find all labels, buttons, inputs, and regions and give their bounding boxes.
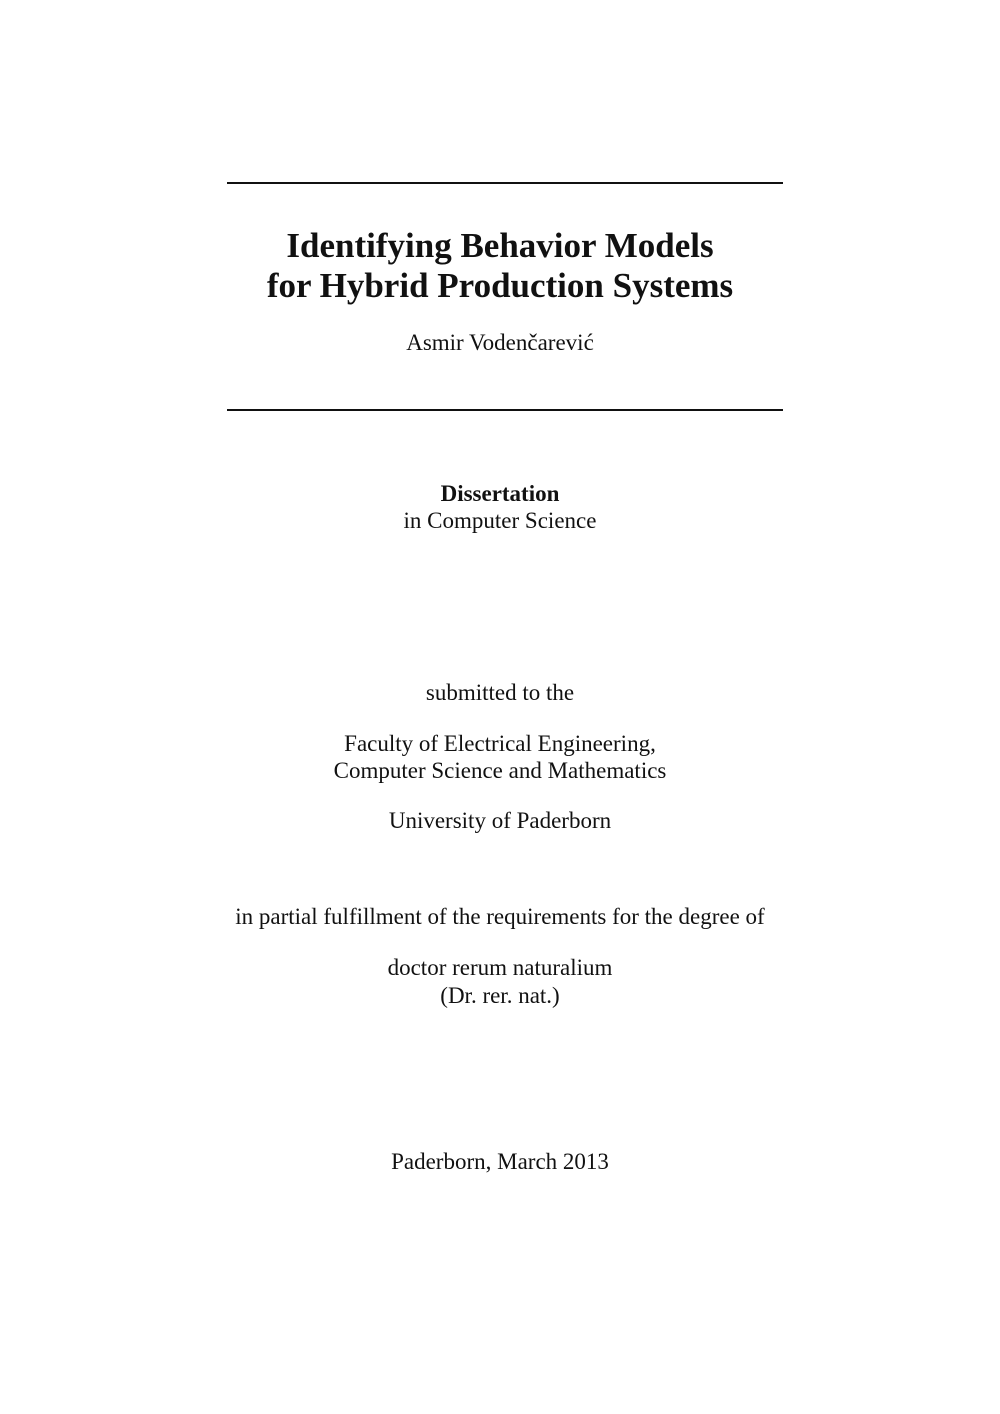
university-name: University of Paderborn [388,808,612,833]
author-name: Asmir Vodenčarević [406,330,594,355]
bottom-rule [227,409,783,411]
title-line-1: Identifying Behavior Models [286,226,714,265]
faculty-line-2: Computer Science and Mathematics [333,758,667,783]
document-type: Dissertation [440,481,560,506]
place-and-date: Paderborn, March 2013 [391,1149,609,1174]
degree-name: doctor rerum naturalium [387,955,613,980]
top-rule [227,182,783,184]
degree-abbreviation: (Dr. rer. nat.) [440,983,560,1008]
submission-intro: submitted to the [425,680,575,705]
degree-intro: in partial fulfillment of the requirements for the degree of [235,904,765,929]
field-of-study: in Computer Science [403,508,597,533]
faculty-line-1: Faculty of Electrical Engineering, [344,731,656,756]
title-line-2: for Hybrid Production Systems [266,266,734,305]
